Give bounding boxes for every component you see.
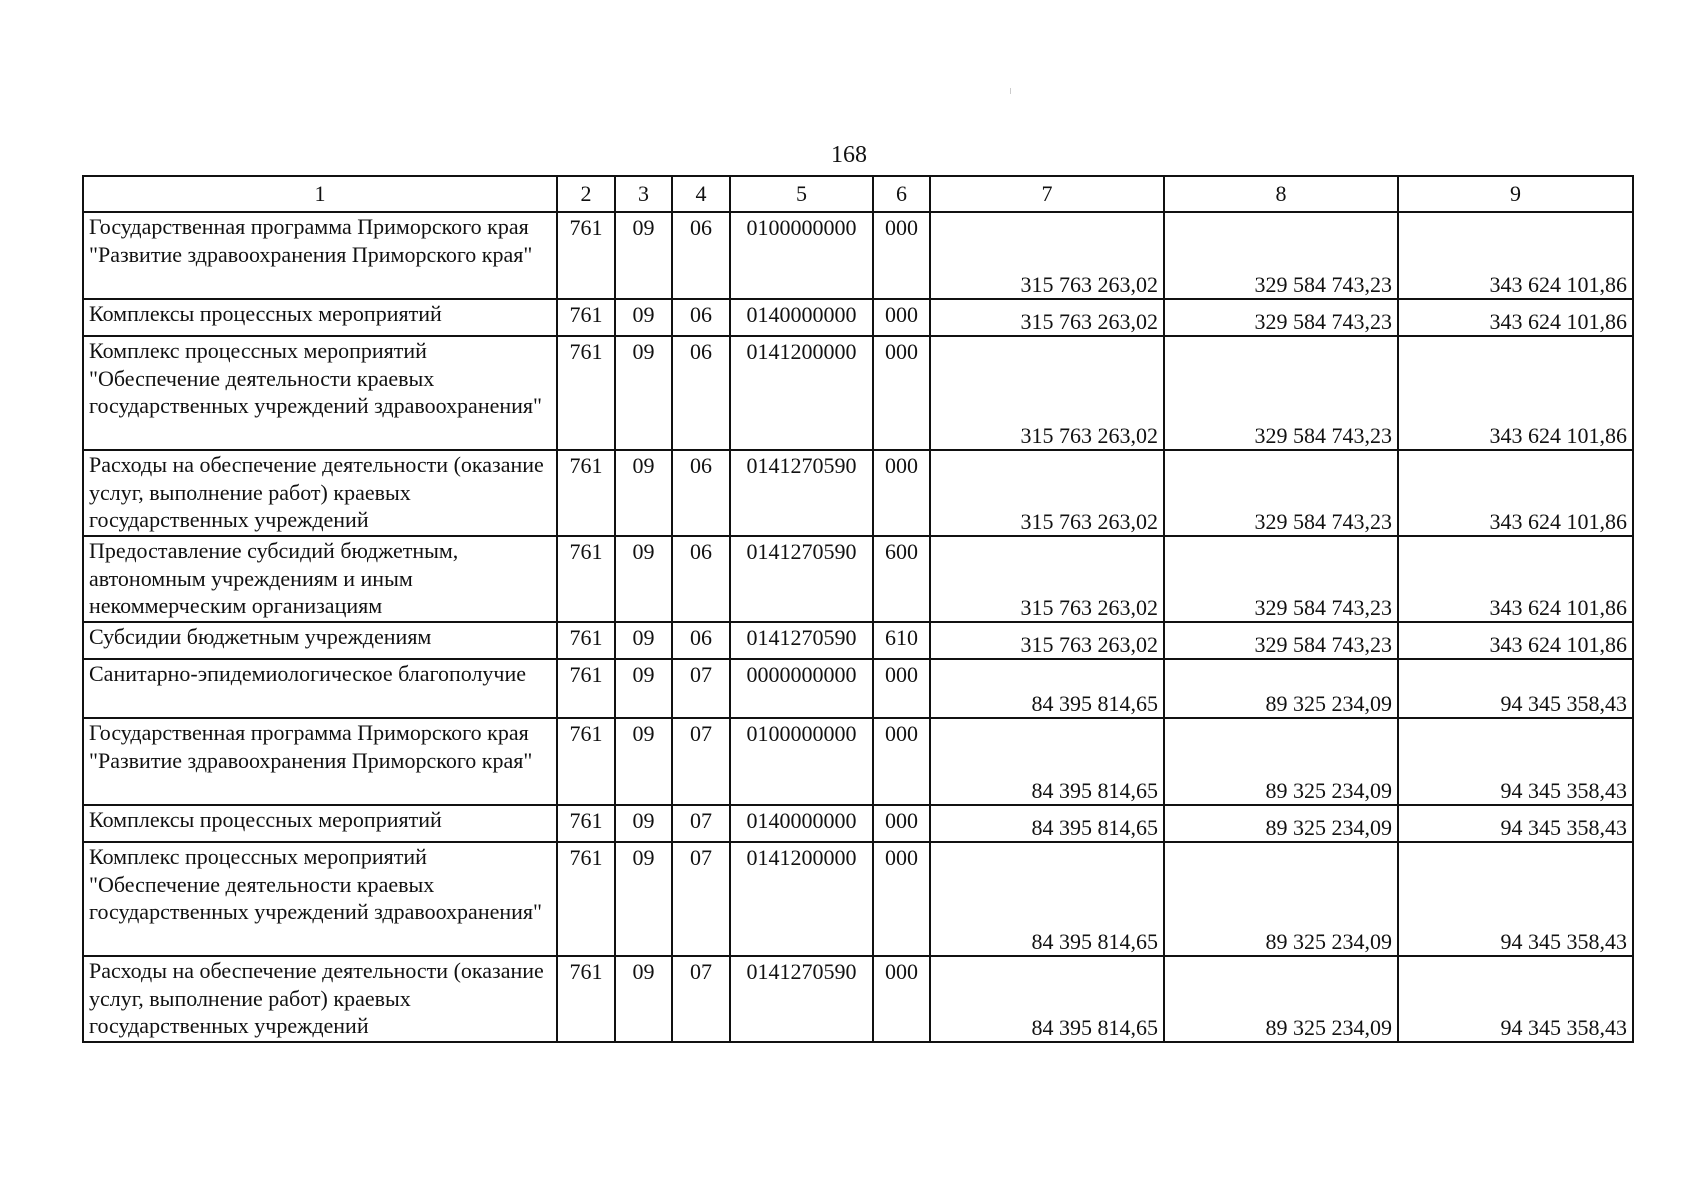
code-cell: 09 bbox=[615, 336, 672, 450]
row-name: Комплекс процессных мероприятий "Обеспечение деятельности краевых государственных учреждений здравоохранения" bbox=[83, 336, 557, 450]
code-cell: 000 bbox=[873, 659, 930, 718]
amount-cell: 343 624 101,86 bbox=[1398, 622, 1633, 659]
row-name: Государственная программа Приморского края "Развитие здравоохранения Приморского края" bbox=[83, 212, 557, 299]
table-header-row bbox=[83, 176, 1633, 212]
code-cell: 06 bbox=[672, 336, 730, 450]
column-header: 3 bbox=[615, 176, 672, 212]
code-cell: 0141270590 bbox=[730, 450, 873, 536]
table-row bbox=[83, 336, 1633, 450]
code-cell: 761 bbox=[557, 212, 615, 299]
table-row bbox=[83, 622, 1633, 659]
code-cell: 09 bbox=[615, 842, 672, 956]
amount-cell: 329 584 743,23 bbox=[1164, 212, 1398, 299]
amount-cell: 315 763 263,02 bbox=[930, 336, 1164, 450]
page-number: 168 bbox=[831, 142, 867, 168]
row-name: Расходы на обеспечение деятельности (оказание услуг, выполнение работ) краевых государственных учреждений bbox=[83, 956, 557, 1042]
table-row bbox=[83, 450, 1633, 536]
code-cell: 06 bbox=[672, 299, 730, 336]
amount-cell: 94 345 358,43 bbox=[1398, 842, 1633, 956]
code-cell: 07 bbox=[672, 805, 730, 842]
amount-cell: 315 763 263,02 bbox=[930, 536, 1164, 622]
code-cell: 0141200000 bbox=[730, 842, 873, 956]
code-cell: 761 bbox=[557, 336, 615, 450]
code-cell: 06 bbox=[672, 212, 730, 299]
amount-cell: 94 345 358,43 bbox=[1398, 805, 1633, 842]
amount-cell: 315 763 263,02 bbox=[930, 299, 1164, 336]
table-row bbox=[83, 805, 1633, 842]
column-header: 7 bbox=[930, 176, 1164, 212]
code-cell: 000 bbox=[873, 842, 930, 956]
amount-cell: 329 584 743,23 bbox=[1164, 622, 1398, 659]
row-name: Комплексы процессных мероприятий bbox=[83, 805, 557, 842]
code-cell: 761 bbox=[557, 622, 615, 659]
code-cell: 09 bbox=[615, 956, 672, 1042]
code-cell: 761 bbox=[557, 299, 615, 336]
amount-cell: 84 395 814,65 bbox=[930, 842, 1164, 956]
amount-cell: 329 584 743,23 bbox=[1164, 536, 1398, 622]
column-header: 4 bbox=[672, 176, 730, 212]
code-cell: 0140000000 bbox=[730, 299, 873, 336]
code-cell: 000 bbox=[873, 450, 930, 536]
code-cell: 761 bbox=[557, 536, 615, 622]
column-header: 6 bbox=[873, 176, 930, 212]
row-name: Предоставление субсидий бюджетным, автономным учреждениям и иным некоммерческим организациям bbox=[83, 536, 557, 622]
code-cell: 610 bbox=[873, 622, 930, 659]
amount-cell: 84 395 814,65 bbox=[930, 718, 1164, 805]
table-row bbox=[83, 718, 1633, 805]
code-cell: 09 bbox=[615, 299, 672, 336]
code-cell: 0141270590 bbox=[730, 956, 873, 1042]
column-header: 2 bbox=[557, 176, 615, 212]
code-cell: 000 bbox=[873, 956, 930, 1042]
column-header: 9 bbox=[1398, 176, 1633, 212]
amount-cell: 84 395 814,65 bbox=[930, 659, 1164, 718]
row-name: Комплекс процессных мероприятий "Обеспечение деятельности краевых государственных учреждений здравоохранения" bbox=[83, 842, 557, 956]
table-row bbox=[83, 536, 1633, 622]
scan-artifact bbox=[1010, 88, 1011, 94]
table-row bbox=[83, 212, 1633, 299]
code-cell: 07 bbox=[672, 659, 730, 718]
amount-cell: 329 584 743,23 bbox=[1164, 299, 1398, 336]
budget-table bbox=[82, 175, 1634, 1043]
code-cell: 06 bbox=[672, 536, 730, 622]
code-cell: 600 bbox=[873, 536, 930, 622]
code-cell: 0000000000 bbox=[730, 659, 873, 718]
code-cell: 000 bbox=[873, 212, 930, 299]
amount-cell: 89 325 234,09 bbox=[1164, 842, 1398, 956]
row-name: Комплексы процессных мероприятий bbox=[83, 299, 557, 336]
column-header: 8 bbox=[1164, 176, 1398, 212]
code-cell: 0140000000 bbox=[730, 805, 873, 842]
code-cell: 0141200000 bbox=[730, 336, 873, 450]
code-cell: 09 bbox=[615, 212, 672, 299]
row-name: Санитарно-эпидемиологическое благополучие bbox=[83, 659, 557, 718]
row-name: Субсидии бюджетным учреждениям bbox=[83, 622, 557, 659]
amount-cell: 89 325 234,09 bbox=[1164, 956, 1398, 1042]
amount-cell: 94 345 358,43 bbox=[1398, 956, 1633, 1042]
amount-cell: 89 325 234,09 bbox=[1164, 805, 1398, 842]
column-header: 1 bbox=[83, 176, 557, 212]
column-header: 5 bbox=[730, 176, 873, 212]
amount-cell: 343 624 101,86 bbox=[1398, 450, 1633, 536]
code-cell: 761 bbox=[557, 659, 615, 718]
code-cell: 000 bbox=[873, 299, 930, 336]
code-cell: 07 bbox=[672, 718, 730, 805]
code-cell: 000 bbox=[873, 336, 930, 450]
code-cell: 09 bbox=[615, 450, 672, 536]
amount-cell: 343 624 101,86 bbox=[1398, 536, 1633, 622]
amount-cell: 315 763 263,02 bbox=[930, 622, 1164, 659]
code-cell: 09 bbox=[615, 718, 672, 805]
table-row bbox=[83, 659, 1633, 718]
amount-cell: 94 345 358,43 bbox=[1398, 659, 1633, 718]
code-cell: 07 bbox=[672, 842, 730, 956]
code-cell: 09 bbox=[615, 622, 672, 659]
code-cell: 000 bbox=[873, 805, 930, 842]
code-cell: 0141270590 bbox=[730, 622, 873, 659]
code-cell: 761 bbox=[557, 842, 615, 956]
row-name: Государственная программа Приморского края "Развитие здравоохранения Приморского края" bbox=[83, 718, 557, 805]
code-cell: 07 bbox=[672, 956, 730, 1042]
amount-cell: 89 325 234,09 bbox=[1164, 718, 1398, 805]
amount-cell: 89 325 234,09 bbox=[1164, 659, 1398, 718]
amount-cell: 343 624 101,86 bbox=[1398, 299, 1633, 336]
row-name: Расходы на обеспечение деятельности (оказание услуг, выполнение работ) краевых государственных учреждений bbox=[83, 450, 557, 536]
amount-cell: 329 584 743,23 bbox=[1164, 450, 1398, 536]
code-cell: 09 bbox=[615, 805, 672, 842]
code-cell: 09 bbox=[615, 536, 672, 622]
code-cell: 761 bbox=[557, 956, 615, 1042]
code-cell: 0141270590 bbox=[730, 536, 873, 622]
amount-cell: 84 395 814,65 bbox=[930, 956, 1164, 1042]
code-cell: 09 bbox=[615, 659, 672, 718]
amount-cell: 343 624 101,86 bbox=[1398, 212, 1633, 299]
code-cell: 0100000000 bbox=[730, 212, 873, 299]
amount-cell: 329 584 743,23 bbox=[1164, 336, 1398, 450]
code-cell: 761 bbox=[557, 450, 615, 536]
table-row bbox=[83, 299, 1633, 336]
amount-cell: 94 345 358,43 bbox=[1398, 718, 1633, 805]
amount-cell: 315 763 263,02 bbox=[930, 212, 1164, 299]
code-cell: 761 bbox=[557, 805, 615, 842]
code-cell: 0100000000 bbox=[730, 718, 873, 805]
table-row bbox=[83, 956, 1633, 1042]
amount-cell: 343 624 101,86 bbox=[1398, 336, 1633, 450]
amount-cell: 315 763 263,02 bbox=[930, 450, 1164, 536]
code-cell: 06 bbox=[672, 450, 730, 536]
table-row bbox=[83, 842, 1633, 956]
code-cell: 000 bbox=[873, 718, 930, 805]
code-cell: 761 bbox=[557, 718, 615, 805]
code-cell: 06 bbox=[672, 622, 730, 659]
amount-cell: 84 395 814,65 bbox=[930, 805, 1164, 842]
